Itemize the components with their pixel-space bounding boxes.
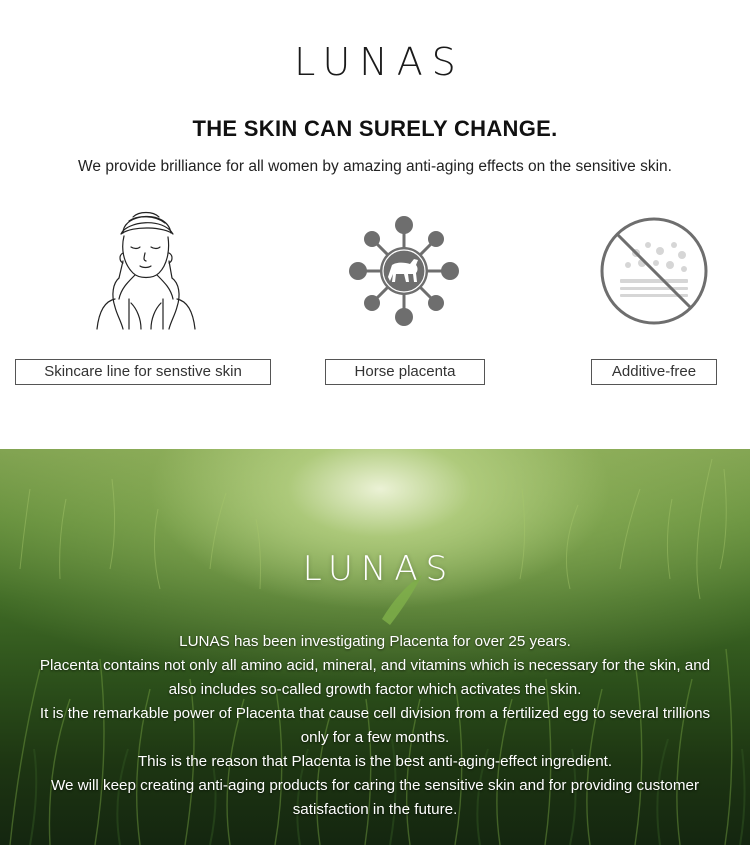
story-line: It is the remarkable power of Placenta that cause cell division from a fertilized egg to several trillions bbox=[39, 705, 711, 722]
horse-placenta-molecule-icon bbox=[348, 215, 460, 327]
story-section bbox=[0, 449, 750, 845]
story-line: satisfaction in the future. bbox=[292, 801, 458, 818]
story-line: LUNAS has been investigating Placenta for over 25 years. bbox=[179, 633, 571, 650]
feature-label-additive-free: Additive-free bbox=[591, 359, 717, 385]
story-line: This is the reason that Placenta is the best anti-aging-effect ingredient. bbox=[137, 753, 613, 770]
story-line: only for a few months. bbox=[300, 729, 450, 746]
feature-label-horse-placenta: Horse placenta bbox=[325, 359, 485, 385]
story-line: also includes so-called growth factor which activates the skin. bbox=[168, 681, 582, 698]
story-line: We will keep creating anti-aging products for caring the sensitive skin and for providing customer bbox=[50, 777, 700, 794]
headline: THE SKIN CAN SURELY CHANGE. bbox=[192, 116, 558, 141]
woman-face-icon bbox=[93, 203, 197, 331]
feature-label-sensitive-skin: Skincare line for senstive skin bbox=[15, 359, 271, 385]
subheadline: We provide brilliance for all women by amazing anti-aging effects on the sensitive skin. bbox=[78, 158, 672, 175]
no-additives-icon bbox=[598, 215, 710, 327]
brand-logo: LUNAS bbox=[294, 40, 465, 84]
story-line: Placenta contains not only all amino acid, mineral, and vitamins which is necessary for the skin, and bbox=[39, 657, 711, 674]
story-text bbox=[10, 630, 740, 822]
story-brand-logo: LUNAS bbox=[302, 549, 456, 589]
